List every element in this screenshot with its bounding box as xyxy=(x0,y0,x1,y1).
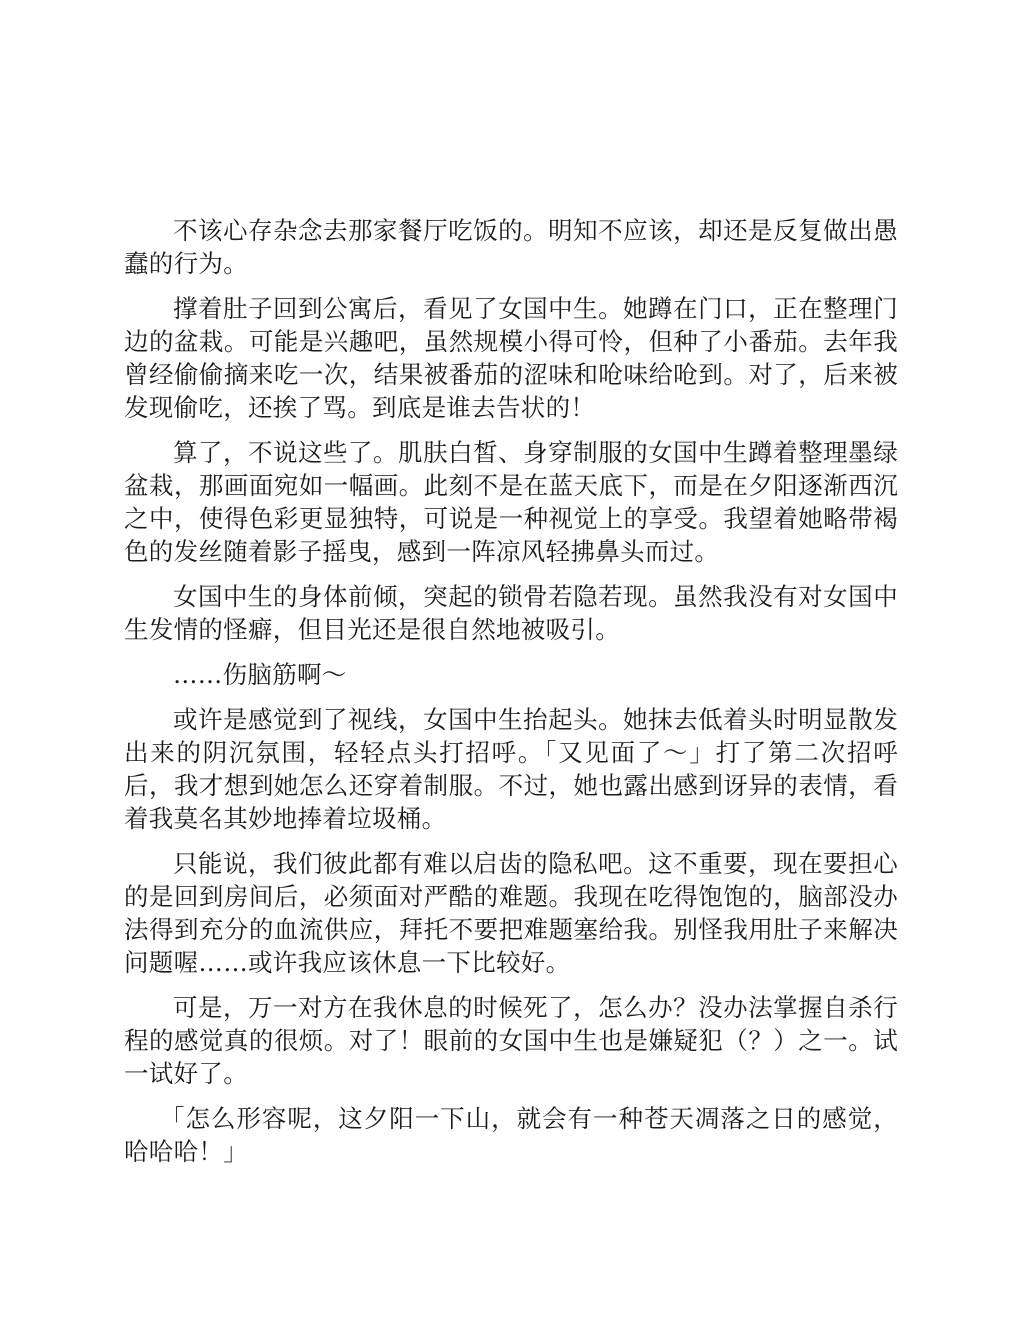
paragraph-4: 女国中生的身体前倾，突起的锁骨若隐若现。虽然我没有对女国中生发情的怪癖，但目光还是很自然地被吸引。 xyxy=(124,582,898,644)
paragraph-3: 算了，不说这些了。肌肤白皙、身穿制服的女国中生蹲着整理墨绿盆栽，那画面宛如一幅画。此刻不是在蓝天底下，而是在夕阳逐渐西沉之中，使得色彩更显独特，可说是一种视觉上的享受。我望着她略带褐色的发丝随着影子摇曳，感到一阵凉风轻拂鼻头而过。 xyxy=(124,438,898,566)
paragraph-5: ……伤脑筋啊～ xyxy=(173,660,347,689)
paragraph-2: 撑着肚子回到公寓后，看见了女国中生。她蹲在门口，正在整理门边的盆栽。可能是兴趣吧，虽然规模小得可怜，但种了小番茄。去年我曾经偷偷摘来吃一次，结果被番茄的涩味和呛味给呛到。对了，后来被发现偷吃，还挨了骂。到底是谁去告状的！ xyxy=(124,294,898,422)
paragraph-1: 不该心存杂念去那家餐厅吃饭的。明知不应该，却还是反复做出愚蠢的行为。 xyxy=(124,216,898,278)
paragraph-7: 只能说，我们彼此都有难以启齿的隐私吧。这不重要，现在要担心的是回到房间后，必须面对严酷的难题。我现在吃得饱饱的，脑部没办法得到充分的血流供应，拜托不要把难题塞给我。别怪我用肚子来解决问题喔……或许我应该休息一下比较好。 xyxy=(124,849,898,977)
paragraph-9-dialogue: 「怎么形容呢，这夕阳一下山，就会有一种苍天凋落之日的感觉，哈哈哈！」 xyxy=(124,1104,898,1166)
body-text xyxy=(124,214,898,1180)
paragraph-6: 或许是感觉到了视线，女国中生抬起头。她抹去低着头时明显散发出来的阴沉氛围，轻轻点头打招呼。「又见面了～」打了第二次招呼后，我才想到她怎么还穿着制服。不过，她也露出感到讶异的表情，看着我莫名其妙地捧着垃圾桶。 xyxy=(124,705,898,833)
paragraph-8: 可是，万一对方在我休息的时候死了，怎么办？没办法掌握自杀行程的感觉真的很烦。对了！眼前的女国中生也是嫌疑犯（？）之一。试一试好了。 xyxy=(124,993,898,1088)
